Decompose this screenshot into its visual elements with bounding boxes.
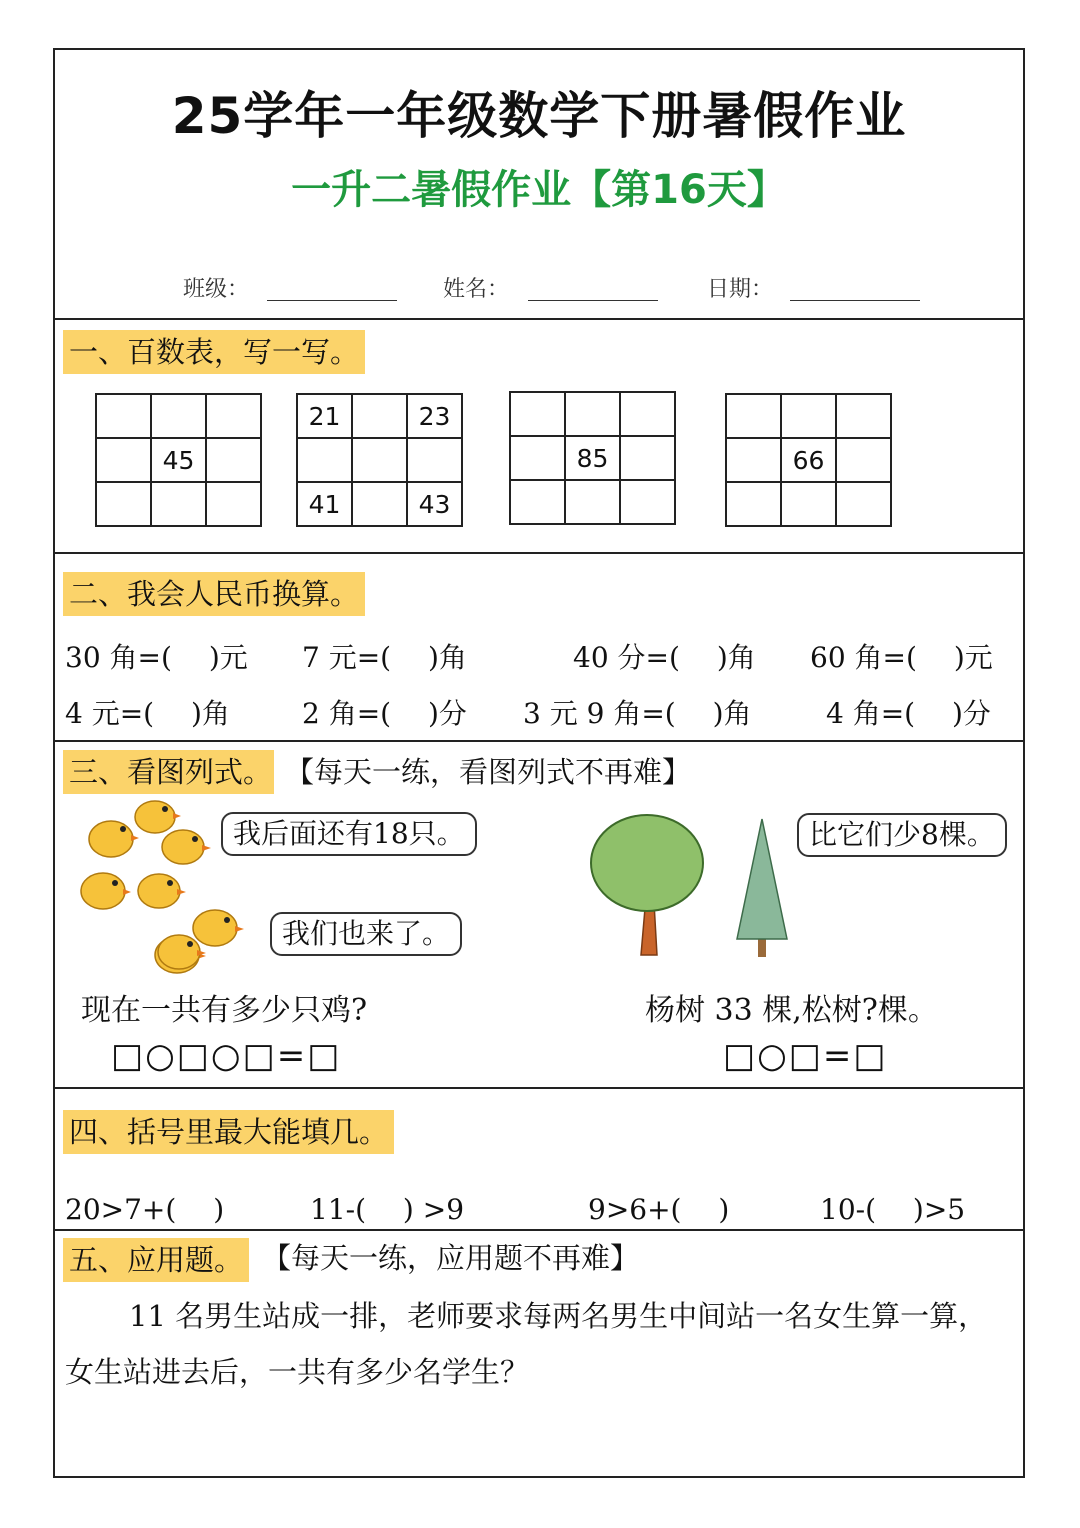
section2-heading: 二、我会人民币换算。 — [63, 572, 365, 616]
grid-cell[interactable] — [836, 394, 891, 438]
section4-heading: 四、括号里最大能填几。 — [63, 1110, 394, 1154]
grid-cell: 41 — [297, 482, 352, 526]
chick-icon — [162, 830, 211, 864]
grid-cell[interactable] — [781, 394, 836, 438]
grid-cell[interactable] — [836, 438, 891, 482]
grid-cell[interactable] — [510, 480, 565, 524]
grid-cell[interactable] — [836, 482, 891, 526]
section5-heading: 五、应用题。 — [63, 1238, 249, 1282]
grid-cell[interactable] — [407, 438, 462, 482]
grid-cell[interactable] — [565, 480, 620, 524]
speech-bubble-chicks-came: 我们也来了。 — [270, 912, 462, 956]
worksheet-subtitle: 一升二暑假作业【第16天】 — [291, 167, 787, 213]
grid-cell[interactable] — [352, 482, 407, 526]
conversion-item[interactable]: 40 分=( )角 — [573, 641, 756, 674]
grid-cell[interactable] — [565, 392, 620, 436]
speech-bubble-chicks-behind: 我后面还有18只。 — [221, 812, 477, 856]
grid-cell[interactable] — [96, 394, 151, 438]
grid-cell[interactable] — [620, 480, 675, 524]
grid-cell[interactable] — [206, 482, 261, 526]
divider — [55, 1229, 1023, 1231]
hundred-chart-grid-2 — [296, 393, 463, 527]
hundred-chart-grid-4 — [725, 393, 892, 527]
grid-cell[interactable] — [206, 394, 261, 438]
hundred-chart-grid-1 — [95, 393, 262, 527]
conversion-item[interactable]: 30 角=( )元 — [65, 641, 248, 674]
formula-boxes-trees[interactable]: □○□=□ — [723, 1036, 888, 1076]
divider — [55, 740, 1023, 742]
worksheet-title: 25学年一年级数学下册暑假作业 — [171, 87, 907, 145]
divider — [55, 1087, 1023, 1089]
grid-cell[interactable] — [352, 394, 407, 438]
grid-cell[interactable] — [151, 482, 206, 526]
conversion-item[interactable]: 4 元=( )角 — [65, 697, 230, 730]
speech-bubble-pine: 比它们少8棵。 — [797, 813, 1007, 857]
conversion-item[interactable]: 3 元 9 角=( )角 — [523, 697, 752, 730]
chick-icon — [193, 910, 244, 946]
inequality-item[interactable]: 9>6+( ) — [588, 1193, 730, 1226]
class-field[interactable] — [267, 300, 397, 301]
conversion-item[interactable]: 60 角=( )元 — [810, 641, 993, 674]
date-label: 日期： — [707, 277, 774, 302]
worksheet — [53, 48, 1025, 1478]
name-label: 姓名： — [443, 277, 510, 302]
grid-cell[interactable] — [510, 436, 565, 480]
inequality-item[interactable]: 20>7+( ) — [65, 1193, 225, 1226]
formula-boxes-chicks[interactable]: □○□○□=□ — [111, 1036, 342, 1076]
section5-tagline: 【每天一练，应用题不再难】 — [262, 1241, 640, 1275]
chick-icon — [81, 873, 131, 909]
divider — [55, 552, 1023, 554]
grid-cell[interactable] — [726, 482, 781, 526]
grid-cell: 43 — [407, 482, 462, 526]
class-label: 班级： — [183, 277, 250, 302]
hundred-chart-grid-3 — [509, 391, 676, 525]
question-chicks: 现在一共有多少只鸡? — [81, 993, 368, 1028]
chick-icon — [135, 801, 181, 833]
conversion-item[interactable]: 7 元=( )角 — [302, 641, 467, 674]
grid-cell[interactable] — [151, 394, 206, 438]
pine-tree-icon — [737, 819, 787, 957]
grid-cell[interactable] — [96, 438, 151, 482]
chick-icon — [89, 821, 139, 857]
grid-cell[interactable] — [620, 436, 675, 480]
grid-cell[interactable] — [781, 482, 836, 526]
word-problem-text: 11 名男生站成一排，老师要求每两名男生中间站一名女生算一算，女生站进去后，一共有多少名学生？ — [65, 1299, 988, 1389]
pine-tree-illustration — [727, 815, 797, 960]
conversion-item[interactable]: 2 角=( )分 — [302, 697, 467, 730]
grid-cell: 21 — [297, 394, 352, 438]
section3-heading: 三、看图列式。 — [63, 750, 274, 794]
inequality-item[interactable]: 10-( )>5 — [820, 1193, 966, 1226]
grid-cell: 45 — [151, 438, 206, 482]
grid-cell[interactable] — [297, 438, 352, 482]
section1-heading: 一、百数表，写一写。 — [63, 330, 365, 374]
grid-cell[interactable] — [206, 438, 261, 482]
grid-cell[interactable] — [510, 392, 565, 436]
grid-cell[interactable] — [352, 438, 407, 482]
grid-cell[interactable] — [726, 394, 781, 438]
name-field[interactable] — [528, 300, 658, 301]
grid-cell[interactable] — [620, 392, 675, 436]
poplar-tree-icon — [591, 815, 703, 955]
grid-cell: 85 — [565, 436, 620, 480]
conversion-item[interactable]: 4 角=( )分 — [826, 697, 991, 730]
inequality-item[interactable]: 11-( ) >9 — [310, 1193, 465, 1226]
question-trees: 杨树 33 棵,松树?棵。 — [645, 993, 938, 1028]
section3-tagline: 【每天一练，看图列式不再难】 — [285, 755, 692, 789]
grid-cell: 23 — [407, 394, 462, 438]
grid-cell: 66 — [781, 438, 836, 482]
date-field[interactable] — [790, 300, 920, 301]
grid-cell[interactable] — [726, 438, 781, 482]
poplar-tree-illustration — [585, 805, 715, 960]
chicks-illustration-lower — [145, 900, 255, 980]
divider — [55, 318, 1023, 320]
grid-cell[interactable] — [96, 482, 151, 526]
